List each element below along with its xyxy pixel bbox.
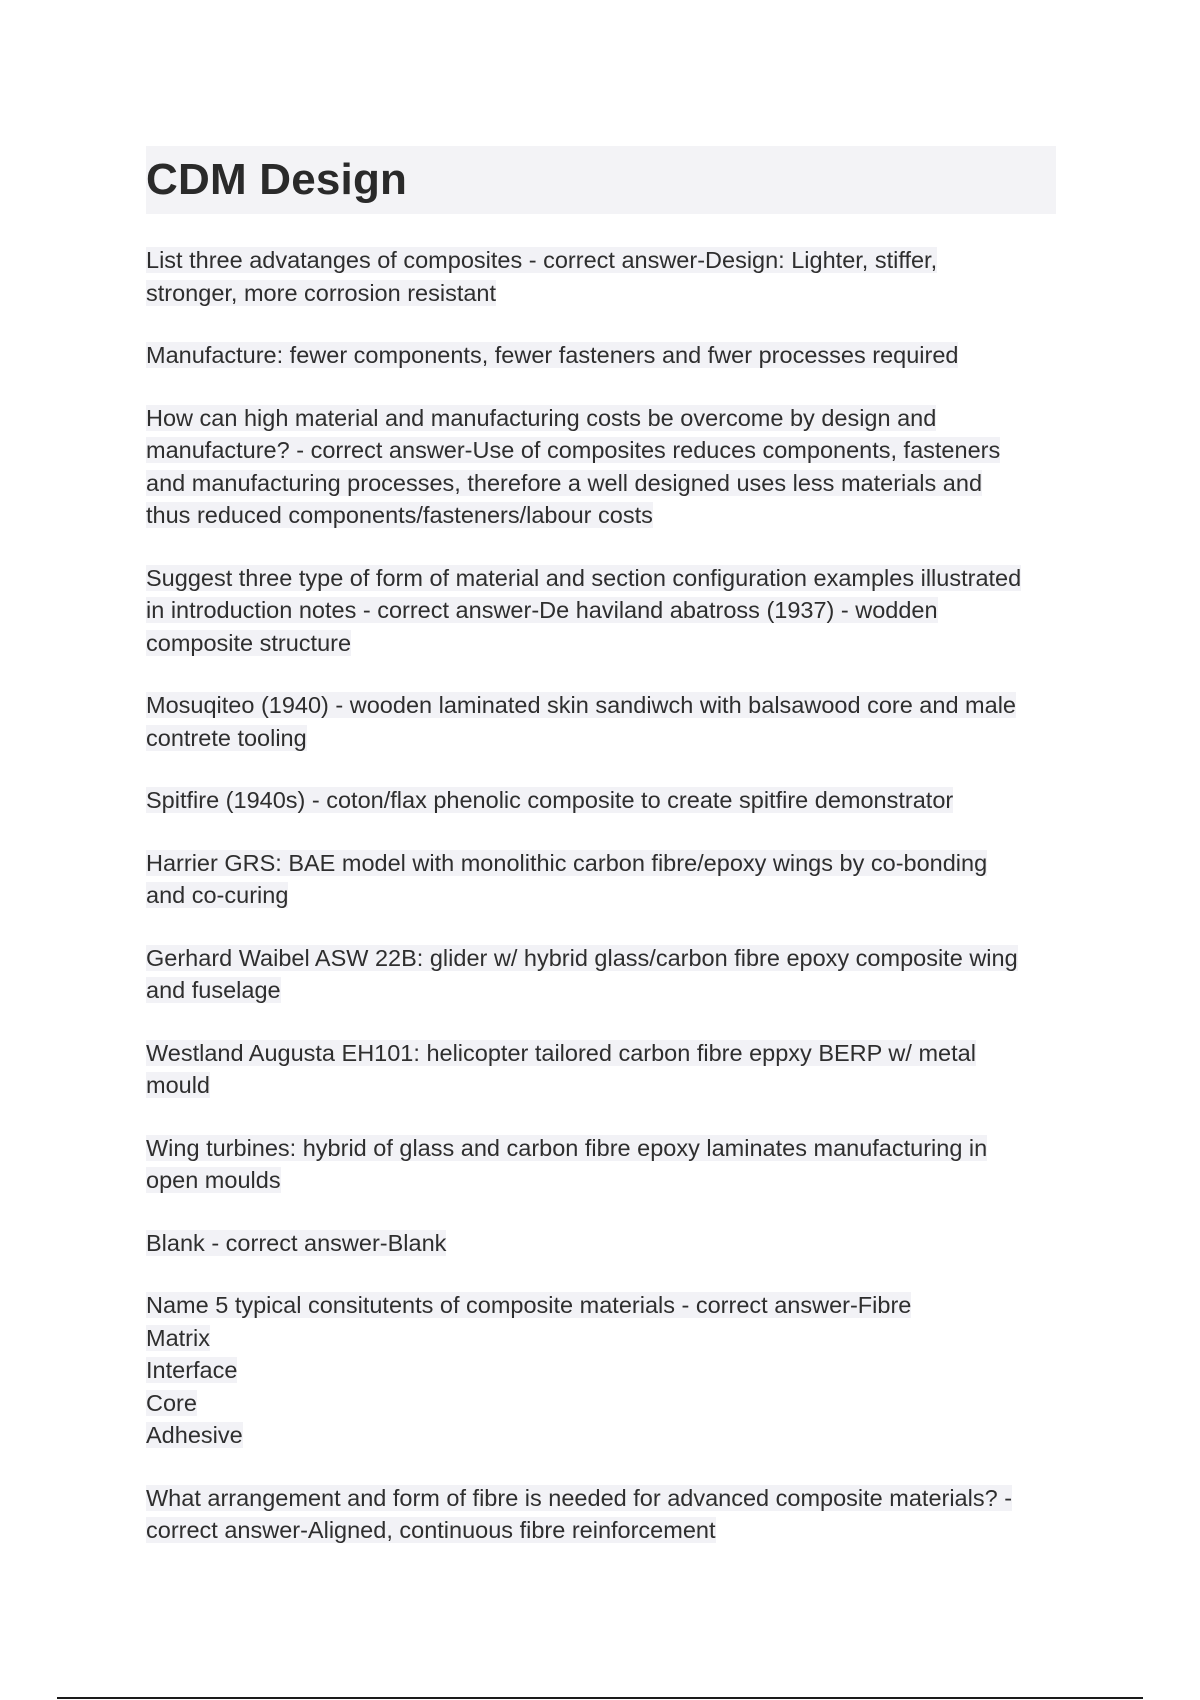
paragraph bbox=[146, 1132, 1056, 1197]
text-line bbox=[146, 1354, 1056, 1387]
text-line bbox=[146, 1514, 1056, 1547]
text-line bbox=[146, 1322, 1056, 1355]
text-line-content: stronger, more corrosion resistant bbox=[146, 279, 497, 306]
document-body bbox=[146, 244, 1056, 1577]
text-line bbox=[146, 1387, 1056, 1420]
text-line bbox=[146, 1419, 1056, 1452]
text-line bbox=[146, 1132, 1056, 1165]
text-line-content: Westland Augusta EH101: helicopter tailored carbon fibre eppxy BERP w/ metal bbox=[146, 1039, 976, 1066]
text-line bbox=[146, 784, 1056, 817]
text-line bbox=[146, 277, 1056, 310]
page-title: CDM Design bbox=[146, 155, 408, 204]
text-line bbox=[146, 974, 1056, 1007]
text-line-content: and fuselage bbox=[146, 977, 281, 1003]
text-line-content: Core bbox=[146, 1389, 197, 1416]
text-line bbox=[146, 594, 1056, 627]
text-line bbox=[146, 1164, 1056, 1197]
text-line-content: and co-curing bbox=[146, 882, 289, 908]
text-line-content: Blank - correct answer-Blank bbox=[146, 1229, 447, 1256]
paragraph bbox=[146, 1227, 1056, 1260]
paragraph bbox=[146, 689, 1056, 754]
paragraph bbox=[146, 942, 1056, 1007]
text-line bbox=[146, 1069, 1056, 1102]
text-line bbox=[146, 879, 1056, 912]
text-line bbox=[146, 1289, 1056, 1322]
text-line-content: thus reduced components/fasteners/labour costs bbox=[146, 502, 653, 528]
text-line bbox=[146, 402, 1056, 435]
text-line bbox=[146, 689, 1056, 722]
text-line-content: contrete tooling bbox=[146, 724, 307, 751]
text-line bbox=[146, 942, 1056, 975]
title-banner bbox=[146, 146, 1056, 214]
paragraph bbox=[146, 1482, 1056, 1547]
text-line bbox=[146, 339, 1056, 372]
paragraph bbox=[146, 339, 1056, 372]
text-line-content: mould bbox=[146, 1072, 211, 1098]
text-line bbox=[146, 627, 1056, 660]
text-line-content: Wing turbines: hybrid of glass and carbon fibre epoxy laminates manufacturing in bbox=[146, 1134, 988, 1161]
text-line-content: How can high material and manufacturing costs be overcome by design and bbox=[146, 404, 937, 431]
text-line-content: Spitfire (1940s) - coton/flax phenolic composite to create spitfire demonstrator bbox=[146, 787, 954, 813]
text-line bbox=[146, 1482, 1056, 1515]
paragraph bbox=[146, 847, 1056, 912]
text-line bbox=[146, 722, 1056, 755]
paragraph bbox=[146, 784, 1056, 817]
text-line-content: in introduction notes - correct answer-De haviland abatross (1937) - wodden bbox=[146, 597, 938, 623]
text-line-content: Suggest three type of form of material and section configuration examples illustrated bbox=[146, 564, 1022, 591]
text-line-content: composite structure bbox=[146, 629, 352, 656]
text-line bbox=[146, 1037, 1056, 1070]
text-line-content: Matrix bbox=[146, 1324, 210, 1351]
text-line bbox=[146, 562, 1056, 595]
paragraph bbox=[146, 1037, 1056, 1102]
text-line-content: Mosuqiteo (1940) - wooden laminated skin sandiwch with balsawood core and male bbox=[146, 692, 1016, 718]
text-line bbox=[146, 434, 1056, 467]
text-line bbox=[146, 499, 1056, 532]
text-line-content: manufacture? - correct answer-Use of composites reduces components, fasteners bbox=[146, 437, 1001, 463]
text-line-content: List three advatanges of composites - correct answer-Design: Lighter, stiffer, bbox=[146, 247, 938, 273]
text-line-content: correct answer-Aligned, continuous fibre reinforcement bbox=[146, 1517, 716, 1543]
text-line bbox=[146, 467, 1056, 500]
text-line-content: Name 5 typical consitutents of composite materials - correct answer-Fibre bbox=[146, 1292, 912, 1318]
text-line-content: Gerhard Waibel ASW 22B: glider w/ hybrid glass/carbon fibre epoxy composite wing bbox=[146, 944, 1018, 971]
footer-divider bbox=[57, 1697, 1143, 1699]
text-line bbox=[146, 1227, 1056, 1260]
text-line-content: Harrier GRS: BAE model with monolithic carbon fibre/epoxy wings by co-bonding bbox=[146, 849, 988, 876]
text-line-content: and manufacturing processes, therefore a well designed uses less materials and bbox=[146, 469, 983, 496]
text-line-content: Adhesive bbox=[146, 1422, 243, 1448]
text-line-content: Interface bbox=[146, 1357, 238, 1383]
paragraph bbox=[146, 402, 1056, 532]
text-line bbox=[146, 847, 1056, 880]
paragraph bbox=[146, 244, 1056, 309]
text-line-content: What arrangement and form of fibre is needed for advanced composite materials? - bbox=[146, 1484, 1013, 1511]
text-line bbox=[146, 244, 1056, 277]
paragraph bbox=[146, 562, 1056, 660]
text-line-content: open moulds bbox=[146, 1167, 281, 1193]
text-line-content: Manufacture: fewer components, fewer fasteners and fwer processes required bbox=[146, 342, 959, 368]
paragraph bbox=[146, 1289, 1056, 1452]
